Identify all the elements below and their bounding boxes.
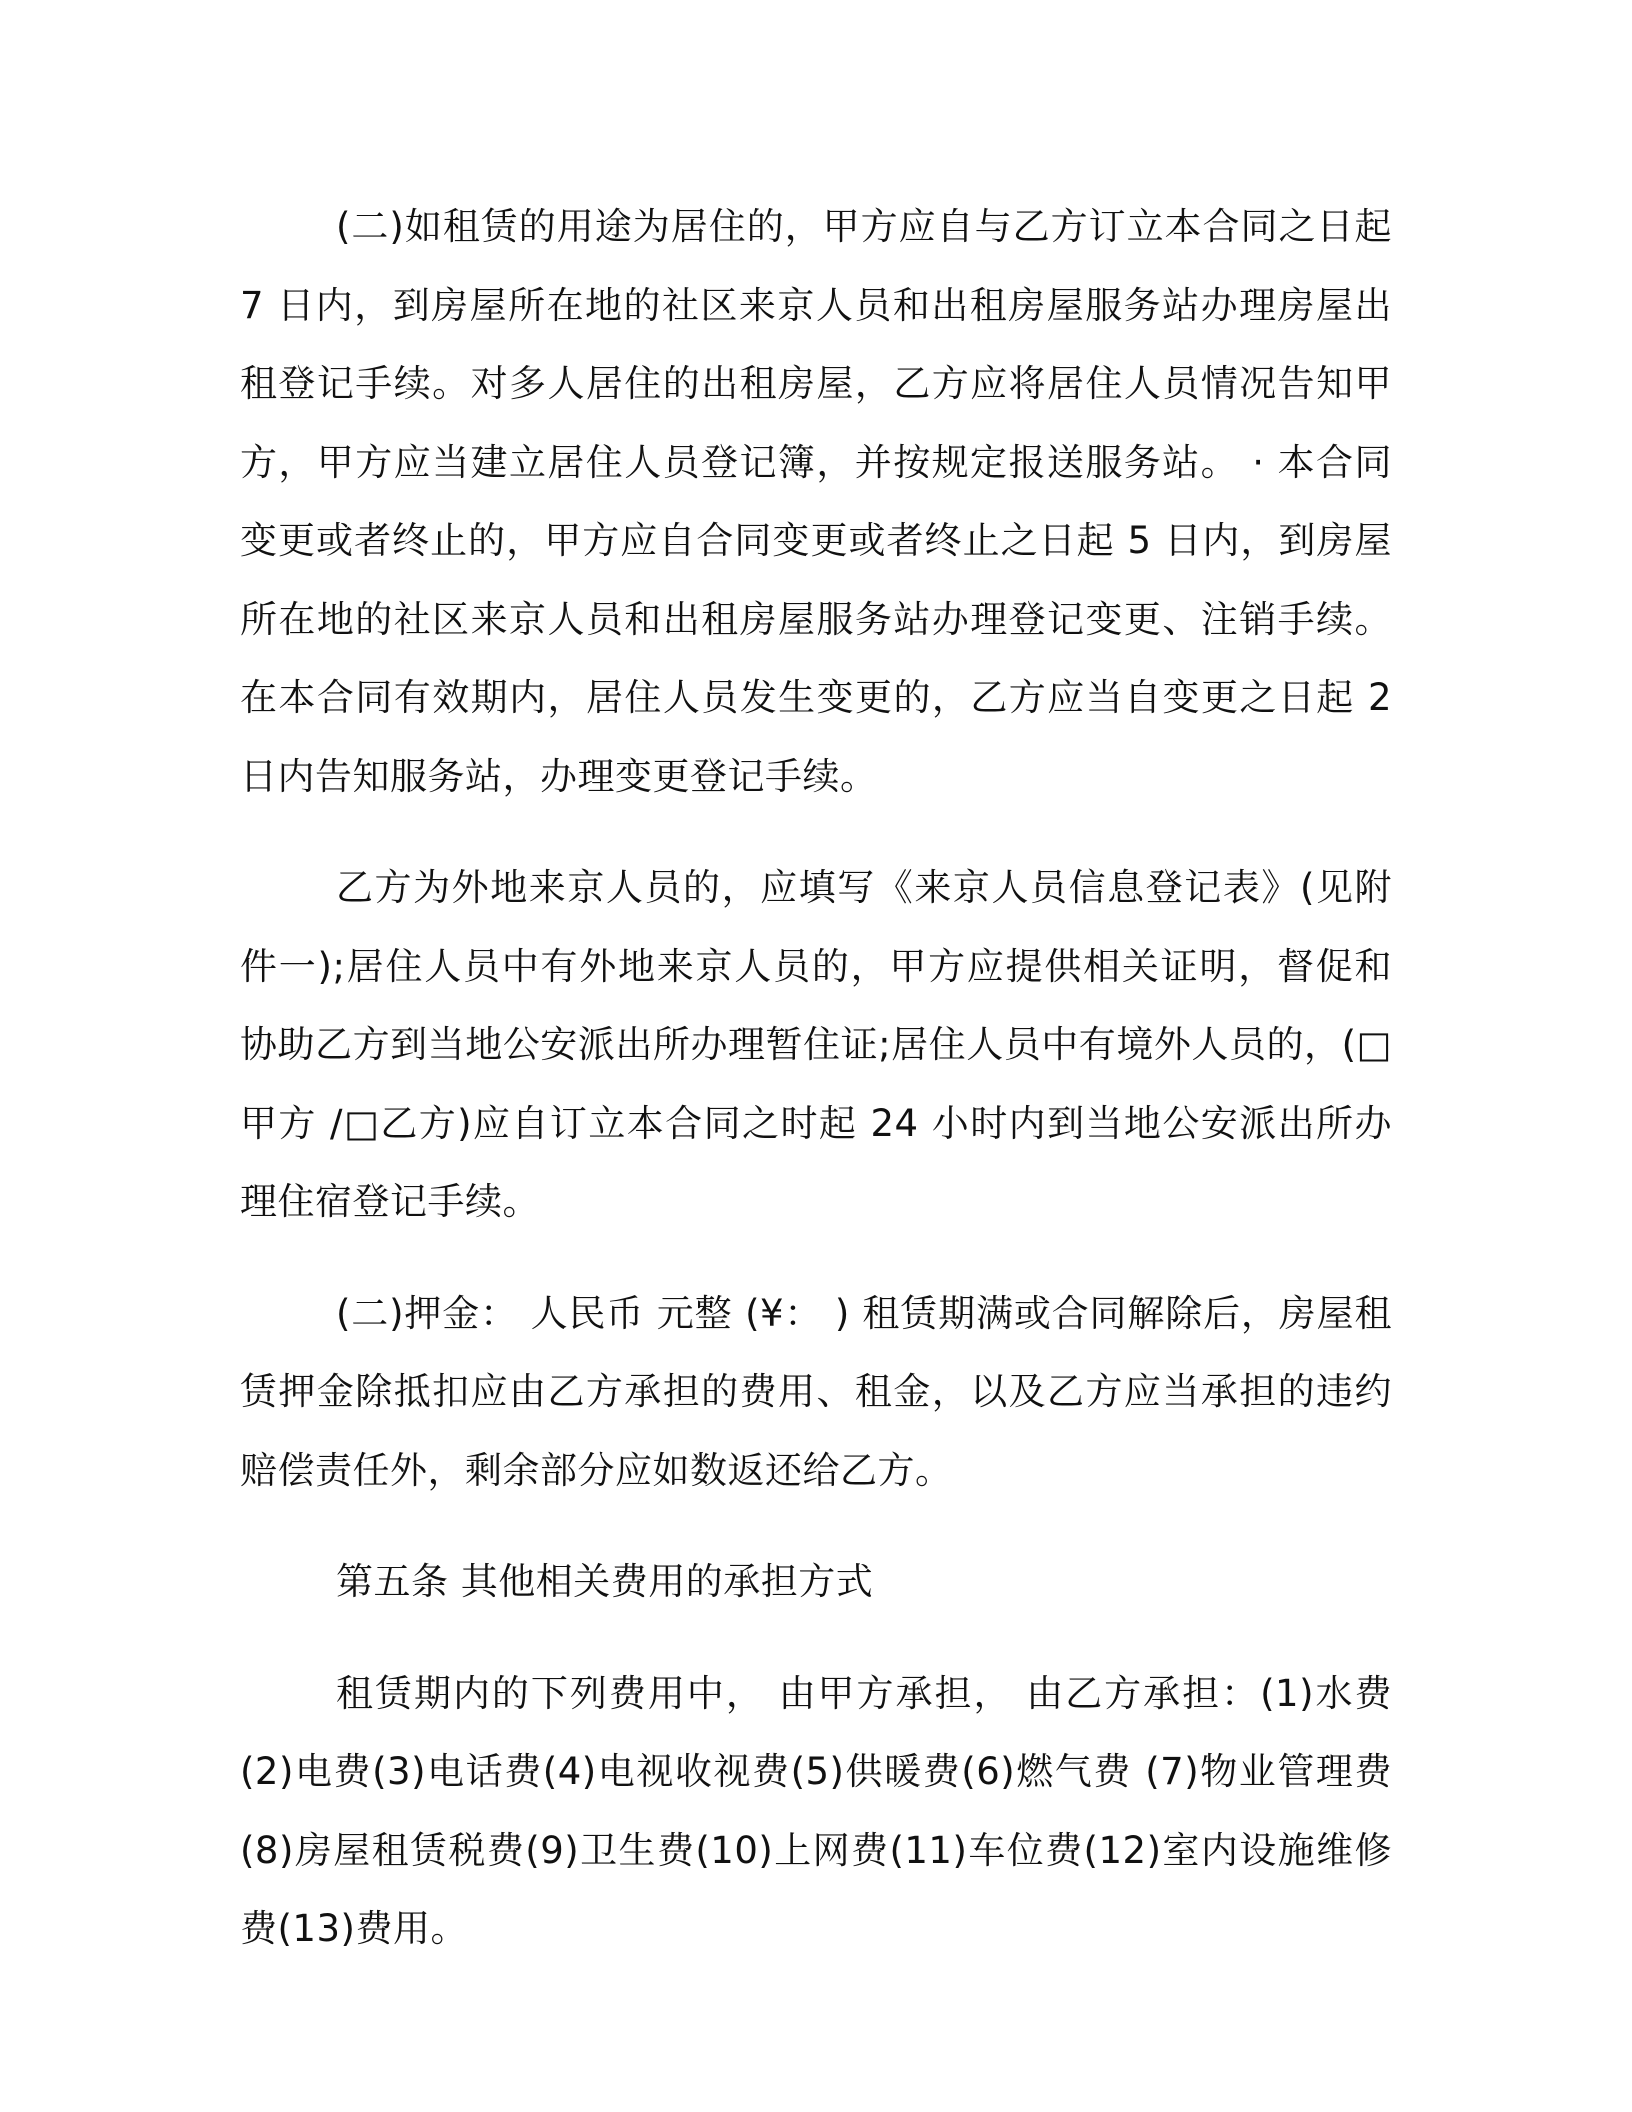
document-body [240,188,1392,1969]
paragraph-nonlocal-residents: 乙方为外地来京人员的，应填写《来京人员信息登记表》(见附件一);居住人员中有外地来京人员的，甲方应提供相关证明，督促和协助乙方到当地公安派出所办理暂住证;居住人员中有境外人员的，(□甲方 /□乙方)应自订立本合同之时起 24 小时内到当地公安派出所办理住宿登记手续。 [240,866,1392,1223]
section-heading-article-5: 第五条 其他相关费用的承担方式 [336,1560,874,1603]
paragraph-registration: (二)如租赁的用途为居住的，甲方应自与乙方订立本合同之日起 7 日内，到房屋所在地的社区来京人员和出租房屋服务站办理房屋出租登记手续。对多人居住的出租房屋，乙方应将居住人员情况告知甲方，甲方应当建立居住人员登记簿，并按规定报送服务站。 · 本合同变更或者终止的，甲方应自合同变更或者终止之日起 5 日内，到房屋所在地的社区来京人员和出租房屋服务站办理登记变更、注销手续。在本合同有效期内，居住人员发生变更的，乙方应当自变更之日起 2 日内告知服务站，办理变更登记手续。 [240,205,1392,798]
paragraph-fees: 租赁期内的下列费用中， 由甲方承担， 由乙方承担：(1)水费(2)电费(3)电话费(4)电视收视费(5)供暖费(6)燃气费 (7)物业管理费(8)房屋租赁税费(9)卫生费(10)上网费(11)车位费(12)室内设施维修费(13)费用。 [240,1671,1392,1950]
paragraph-deposit: (二)押金： 人民币 元整 (¥： ) 租赁期满或合同解除后，房屋租赁押金除抵扣应由乙方承担的费用、租金，以及乙方应当承担的违约赔偿责任外，剩余部分应如数返还给乙方。 [240,1291,1392,1492]
